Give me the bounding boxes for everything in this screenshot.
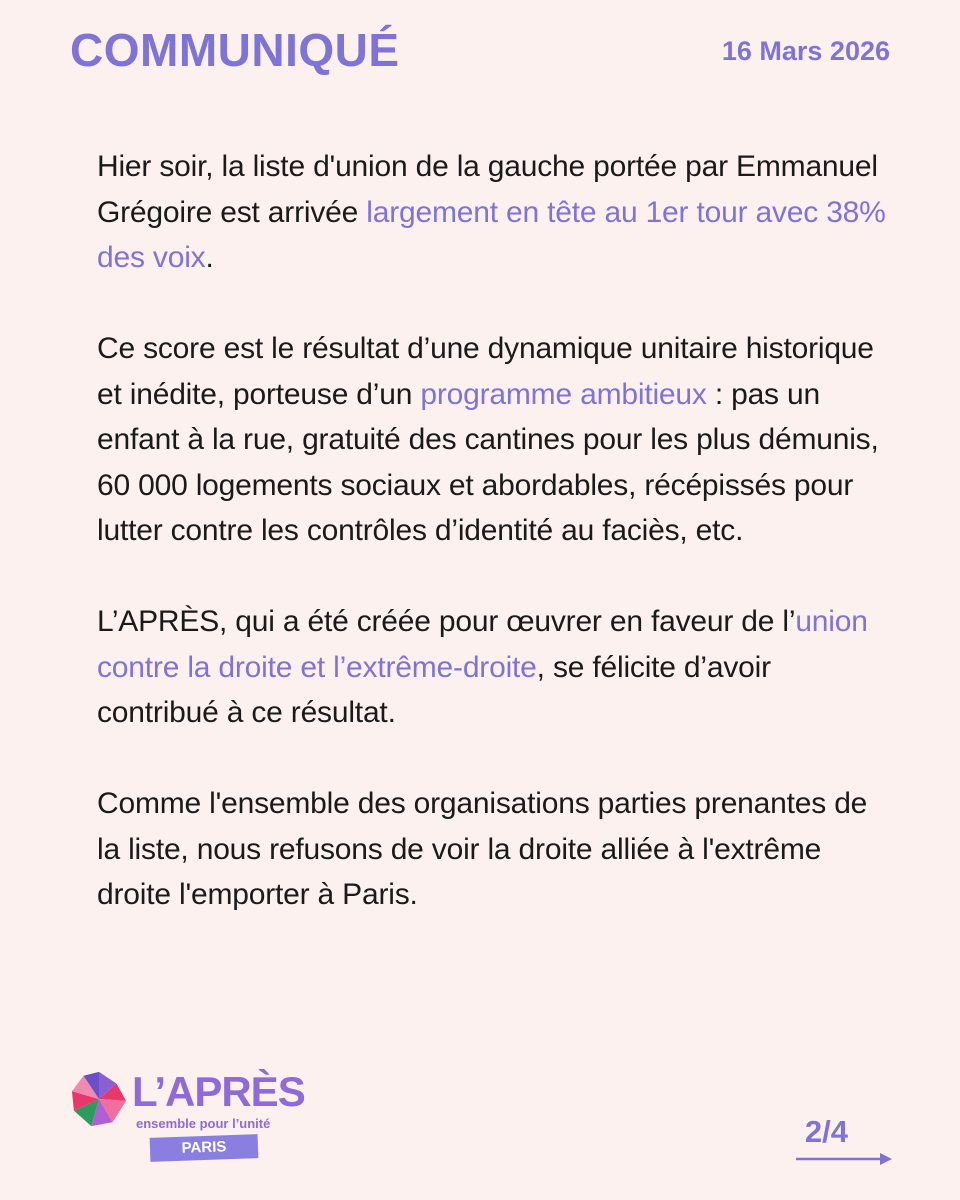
paragraph-4 — [97, 781, 887, 918]
paragraph-2-text-start: Ce score est le résultat d’une dynamique unitaire historique et inédite, porteuse d’un — [97, 332, 874, 411]
paragraph-1-highlight: largement en tête au 1er tour avec 38% des voix — [97, 195, 886, 274]
logo-tagline: ensemble pour l’unité — [136, 1116, 271, 1131]
paragraph-3-text-end: , se félicite d’avoir contribué à ce résultat. — [97, 650, 771, 729]
paragraph-2-highlight: programme ambitieux — [420, 377, 707, 411]
paragraph-2-text-end: : pas un enfant à la rue, gratuité des cantines pour les plus démunis, 60 000 logements sociaux et abordables, récépissés pour lutter contre les contrôles d’identité au faciès, etc. — [97, 377, 879, 547]
publication-date: 16 Mars 2026 — [721, 36, 890, 66]
paragraph-3-text-start: L’APRÈS, qui a été créée pour œuvrer en faveur de l’ — [97, 605, 796, 638]
paragraph-1 — [97, 144, 887, 281]
lapres-paris-logo — [70, 1064, 305, 1164]
paragraph-4-text: Comme l'ensemble des organisations parties prenantes de la liste, nous refusons de voir la droite alliée à l'extrême droite l'emporter à Paris. — [97, 787, 868, 911]
communique-body — [97, 144, 887, 963]
paragraph-3-highlight: union contre la droite et l’extrême-droite — [97, 605, 868, 684]
pinwheel-logo-icon — [70, 1070, 128, 1128]
page-title: COMMUNIQUÉ — [70, 24, 400, 76]
paragraph-1-text-end: . — [205, 241, 214, 274]
paragraph-1-text-start: Hier soir, la liste d'union de la gauche portée par Emmanuel Grégoire est arrivée — [97, 150, 878, 229]
page-indicator: 2/4 — [804, 1114, 848, 1149]
arrow-right-icon[interactable] — [796, 1152, 892, 1166]
logo-wordmark: L’APRÈS — [132, 1068, 305, 1115]
paragraph-3 — [97, 599, 887, 736]
logo-city-badge: PARIS — [150, 1134, 259, 1162]
paragraph-2 — [97, 326, 887, 554]
